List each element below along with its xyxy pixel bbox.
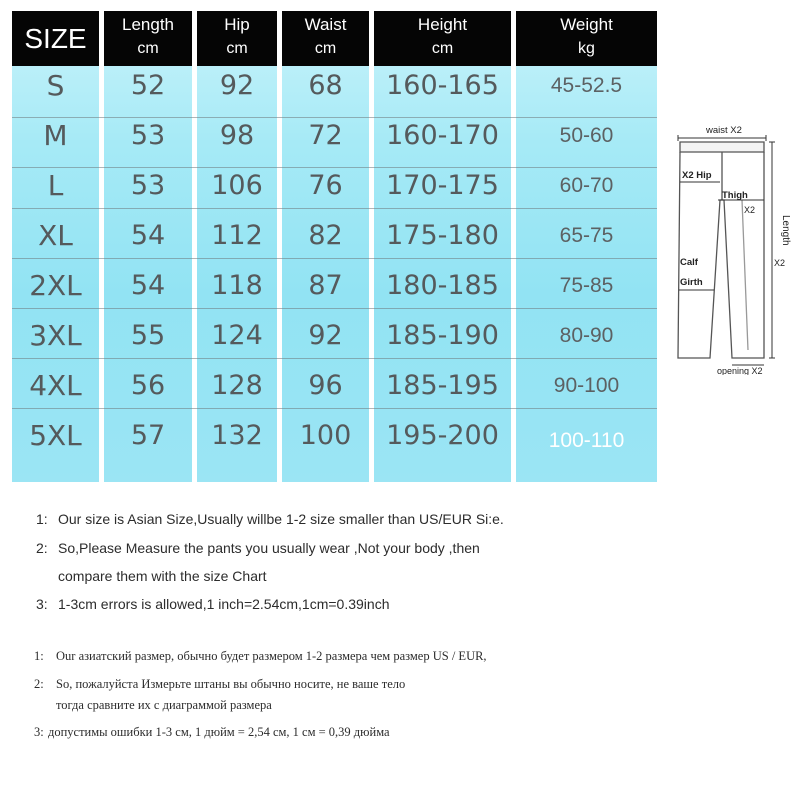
- cell-waist: 76: [308, 170, 343, 201]
- cell-waist: 87: [308, 270, 343, 301]
- header-weight-label: Weight: [560, 15, 613, 34]
- cell-length: 54: [130, 220, 166, 251]
- header-length-label: Length: [122, 15, 174, 34]
- note-number: 3:: [34, 725, 44, 739]
- note-ru-2-continued: [56, 698, 272, 713]
- cell-hip: 92: [219, 70, 255, 101]
- cell-height: 195-200: [386, 420, 499, 451]
- header-height: [374, 11, 511, 66]
- cell-weight: 45-52.5: [550, 74, 623, 97]
- cell-height: 175-180: [386, 220, 499, 251]
- cell-height: 160-170: [386, 120, 499, 151]
- note-en-3: [36, 596, 390, 612]
- pants-measurement-diagram: [672, 120, 800, 375]
- cell-hip: 118: [211, 270, 263, 301]
- cell-weight: 65-75: [559, 224, 614, 247]
- note-text: compare them with the size Chart: [58, 568, 267, 584]
- header-waist: [282, 11, 369, 66]
- label-waist: waist X2: [706, 125, 742, 136]
- note-text: 1-3cm errors is allowed,1 inch=2.54cm,1cm=0.39inch: [58, 596, 390, 612]
- cell-waist: 82: [308, 220, 343, 251]
- label-thigh: Thigh: [722, 190, 748, 201]
- cell-length: 57: [130, 420, 166, 451]
- label-thigh-x2: X2: [744, 205, 756, 215]
- cell-waist: 92: [308, 320, 343, 351]
- cell-size: 3XL: [29, 319, 82, 352]
- cell-height: 185-190: [386, 320, 499, 351]
- note-text: Our size is Asian Size,Usually willbe 1-2 size smaller than US/EUR Si:e.: [58, 511, 504, 527]
- cell-size: XL: [38, 219, 73, 252]
- cell-length: 52: [130, 70, 166, 101]
- label-girth: Girth: [680, 277, 703, 288]
- cell-size: 2XL: [29, 269, 82, 302]
- cell-weight: 60-70: [559, 174, 614, 197]
- header-weight: [516, 11, 657, 66]
- header-weight-unit: kg: [578, 40, 595, 57]
- cell-waist: 72: [308, 120, 343, 151]
- cell-height: 180-185: [386, 270, 499, 301]
- header-waist-label: Waist: [304, 15, 347, 34]
- header-length-unit: cm: [137, 40, 159, 57]
- cell-hip: 124: [211, 320, 263, 351]
- note-text: тогда сравните их с диаграммой размера: [56, 698, 272, 712]
- cell-size: M: [43, 119, 68, 152]
- cell-size: 4XL: [29, 369, 82, 402]
- note-ru-3: [34, 725, 390, 740]
- note-text: So, пожалуйста Измерьте штаны вы обычно носите, не ваше тело: [56, 677, 406, 691]
- cell-hip: 132: [211, 420, 263, 451]
- note-number: 1:: [34, 649, 44, 663]
- label-length-x2: X2: [774, 258, 786, 268]
- cell-length: 54: [130, 270, 166, 301]
- note-en-2: [36, 540, 480, 556]
- note-text: So,Please Measure the pants you usually wear ,Not your body ,then: [58, 540, 480, 556]
- size-chart-table: [12, 11, 657, 482]
- cell-height: 185-195: [386, 370, 499, 401]
- cell-waist: 100: [299, 420, 352, 451]
- cell-height: 160-165: [386, 70, 499, 101]
- cell-weight: 75-85: [559, 274, 614, 297]
- note-number: 1:: [36, 511, 48, 527]
- cell-weight: 100-110: [548, 429, 625, 452]
- header-hip-label: Hip: [224, 15, 250, 34]
- length-arrow: [769, 142, 775, 358]
- note-en-2-continued: [58, 568, 267, 584]
- note-number: 3:: [36, 596, 48, 612]
- header-height-unit: cm: [431, 40, 454, 57]
- header-height-label: Height: [417, 15, 468, 34]
- cell-length: 55: [130, 320, 166, 351]
- note-text: допустимы ошибки 1-3 см, 1 дюйм = 2,54 см, 1 см = 0,39 дюйма: [48, 725, 390, 739]
- cell-length: 56: [130, 370, 166, 401]
- note-en-1: [36, 511, 504, 527]
- cell-length: 53: [130, 170, 166, 201]
- cell-size: 5XL: [29, 419, 82, 452]
- note-text: Our азиатский размер, обычно будет размером 1-2 размера чем размер US / EUR,: [56, 649, 487, 663]
- cell-weight: 50-60: [559, 124, 614, 147]
- note-ru-2: [34, 677, 405, 692]
- header-size-label: SIZE: [24, 23, 87, 54]
- cell-waist: 68: [308, 70, 343, 101]
- note-ru-1: [34, 649, 487, 664]
- cell-hip: 106: [211, 170, 263, 201]
- cell-height: 170-175: [386, 170, 499, 201]
- cell-hip: 98: [219, 120, 255, 151]
- label-hip: X2 Hip: [682, 170, 712, 181]
- header-waist-unit: cm: [314, 40, 337, 57]
- header-length: [104, 11, 192, 66]
- label-calf: Calf: [680, 257, 698, 268]
- note-number: 2:: [36, 540, 48, 556]
- cell-size: L: [47, 169, 64, 202]
- header-hip: [197, 11, 277, 66]
- header-hip-unit: cm: [226, 40, 248, 57]
- cell-hip: 128: [211, 370, 263, 401]
- cell-waist: 96: [308, 370, 343, 401]
- header-size: [12, 11, 99, 66]
- label-opening: opening X2: [717, 366, 763, 375]
- cell-weight: 90-100: [553, 374, 620, 397]
- cell-size: S: [46, 69, 65, 102]
- cell-hip: 112: [211, 220, 263, 251]
- label-length: Length: [780, 215, 791, 246]
- note-number: 2:: [34, 677, 44, 691]
- cell-length: 53: [130, 120, 166, 151]
- cell-weight: 80-90: [559, 324, 614, 347]
